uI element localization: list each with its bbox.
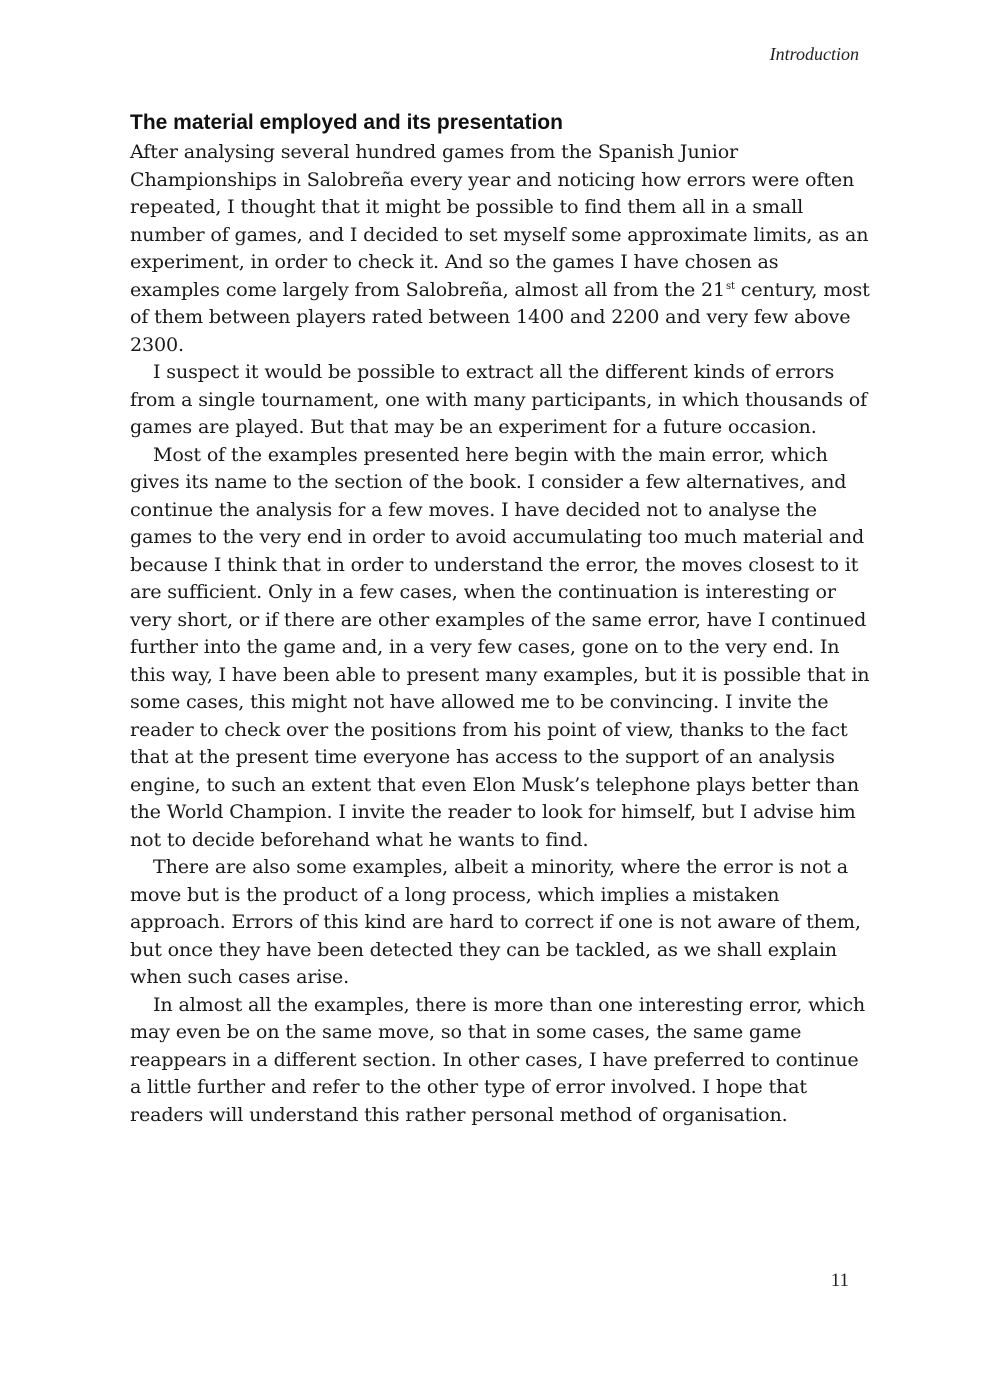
paragraph-4: There are also some examples, albeit a minority, where the error is not a move but is the product of a long process, which implies a mistaken approach. Errors of this kind are hard to correct if one is not aware of them, but once they have been detected they can be tackled, as we shall explain when such cases arise. (130, 855, 861, 988)
running-head: Introduction (769, 44, 859, 64)
paragraph-2: I suspect it would be possible to extract all the different kinds of errors from a single tournament, one with many participants, in which thousands of games are played. But that may be an experiment for a future occasion. (130, 360, 868, 438)
page-body (130, 108, 870, 1128)
paragraph-1-text-end: century, most of them between players rated between 1400 and 2200 and very few above 2300. (130, 277, 870, 356)
paragraph-1-text-start: After analysing several hundred games from the Spanish Junior Championships in Salobreña every year and noticing how errors were often repeated, I thought that it might be possible to find them all in a small number of games, and I decided to set myself some approximate limits, as an experiment, in order to check it. And so the games I have chosen as examples come largely from Salobreña, almost all from the 21 (130, 140, 869, 301)
page-number: 11 (830, 1270, 849, 1291)
section-heading: The material employed and its presentation (130, 111, 563, 134)
paragraph-1 (130, 138, 870, 358)
ordinal-superscript: st (726, 280, 735, 292)
paragraph-3: Most of the examples presented here begin with the main error, which gives its name to the section of the book. I consider a few alternatives, and continue the analysis for a few moves. I have decided not to analyse the games to the very end in order to avoid accumulating too much material and because I think that in order to understand the error, the moves closest to it are sufficient. Only in a few cases, when the continuation is interesting or very short, or if there are other examples of the same error, have I continued further into the game and, in a very few cases, gone on to the very end. In this way, I have been able to present many examples, but it is possible that in some cases, this might not have allowed me to be convincing. I invite the reader to check over the positions from his point of view, thanks to the fact that at the present time everyone has access to the support of an analysis engine, to such an extent that even Elon Musk’s telephone plays better than the World Champion. I invite the reader to look for himself, but I advise him not to decide beforehand what he wants to find. (130, 442, 870, 851)
paragraph-5: In almost all the examples, there is more than one interesting error, which may even be on the same move, so that in some cases, the same game reappears in a different section. In other cases, I have preferred to continue a little further and refer to the other type of error involved. I hope that readers will understand this rather personal method of organisation. (130, 992, 866, 1126)
